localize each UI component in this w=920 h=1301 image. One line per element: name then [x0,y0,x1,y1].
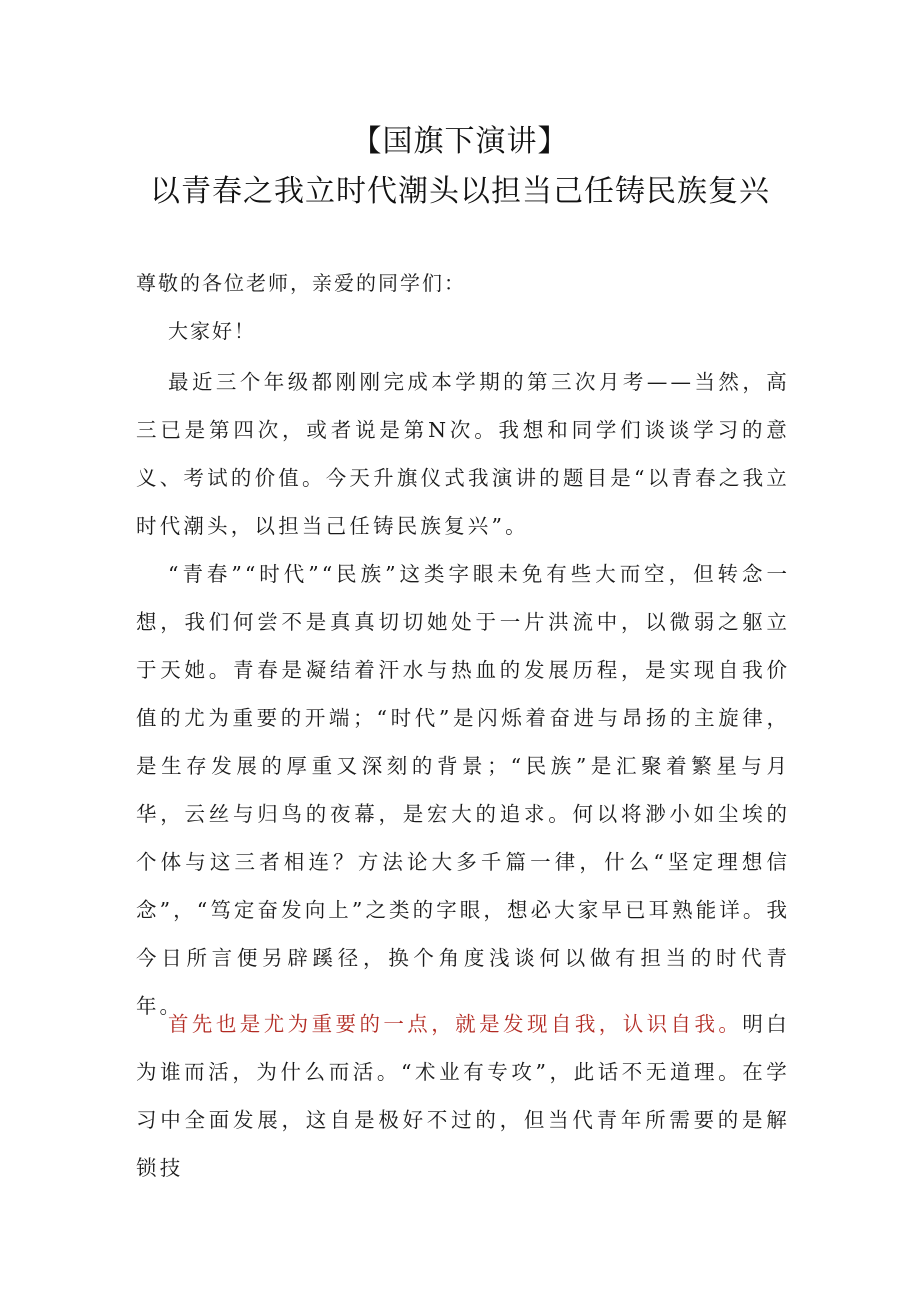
salutation: 尊敬的各位老师，亲爱的同学们： [136,271,466,295]
page-title: 以青春之我立时代潮头以担当己任铸民族复兴 [150,174,770,209]
paragraph-2: “青春”“时代”“民族”这类字眼未免有些大而空，但转念一想，我们何尝不是真真切切她处于一片洪流中，以微弱之躯立于天她。青春是凝结着汗水与热血的发展历程，是实现自我价值的尤为重要的开端；“时代”是闪烁着奋进与昂扬的主旋律，是生存发展的厚重又深刻的背景；“民族”是汇聚着繁星与月华，云丝与归鸟的夜幕，是宏大的追求。何以将渺小如尘埃的个体与这三者相连？方法论大多千篇一律，什么“坚定理想信念”，“笃定奋发向上”之类的字眼，想必大家早已耳熟能详。我今日所言便另辟蹊径，换个角度浅谈何以做有担当的时代青年。 [136,562,790,1018]
greeting: 大家好！ [168,319,256,343]
paragraph-3 [136,1000,790,1192]
paragraph-1: 最近三个年级都刚刚完成本学期的第三次月考——当然，高三已是第四次，或者说是第N次。我想和同学们谈谈学习的意义、考试的价值。今天升旗仪式我演讲的题目是“以青春之我立时代潮头，以担当己任铸民族复兴”。 [136,370,790,538]
highlighted-sentence: 首先也是尤为重要的一点，就是发现自我，认识自我。 [168,1012,743,1036]
paragraph-3-text: 明白为谁而活，为什么而活。“术业有专攻”，此话不无道理。在学习中全面发展，这自是极好不过的，但当代青年所需要的是解锁技 [136,1012,790,1180]
title-tag: 【国旗下演讲】 [351,124,569,159]
